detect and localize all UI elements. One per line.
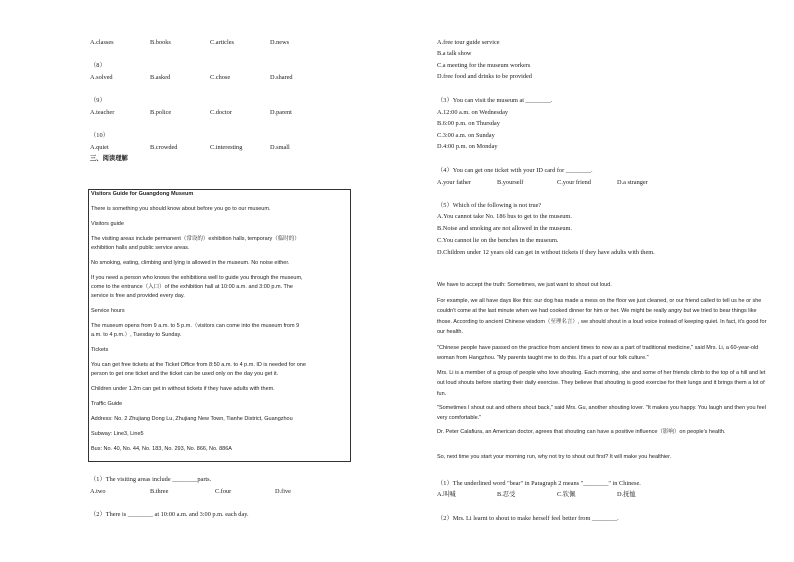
q2-option-b[interactable]: B.a talk show (437, 50, 472, 57)
passage-paragraph-1: We have to accept the truth: Sometimes, we just want to shout out loud. (437, 282, 612, 288)
guide-line: You can get free tickets at the Ticket Office from 8:50 a.m. to 4 p.m. ID is needed for one (91, 362, 306, 368)
option-a[interactable]: A.叫喊 (437, 491, 456, 498)
q5-option-c[interactable]: C.You cannot lie on the benches in the museum. (437, 237, 559, 244)
q2-option-c[interactable]: C.a meeting for the museum workers (437, 62, 531, 69)
guide-line: service is free and provided every day. (91, 293, 185, 299)
option-b[interactable]: B.yourself (497, 179, 524, 186)
option-a[interactable]: A.two (90, 488, 106, 495)
option-b[interactable]: B.crowded (150, 144, 178, 151)
question-3-stem: （3）You can visit the museum at ________. (437, 97, 553, 104)
option-d[interactable]: D.抚恤 (617, 491, 636, 498)
question-1-stem: （1）The visiting areas include ________parts. (90, 476, 212, 483)
option-c[interactable]: C.doctor (210, 109, 232, 116)
option-d[interactable]: D.a stranger (617, 179, 648, 186)
q3-option-d[interactable]: D.4:00 p.m. on Monday (437, 143, 498, 150)
passage-paragraph-4: Mrs. Li is a member of a group of people who love shouting. Each morning, she and some of her friends climb to the top of a hill and let out loud shouts before starting their daily exercise. They believe that shouting is good exercise for their lungs and it brings them a lot of fun. (437, 370, 766, 397)
option-c[interactable]: C.four (215, 488, 232, 495)
option-a[interactable]: A.your father (437, 179, 471, 186)
option-b[interactable]: B.three (150, 488, 169, 495)
option-c[interactable]: C.chose (210, 74, 231, 81)
guide-line: The visiting areas include permanent（常设的）exhibition halls, temporary（临时的） (91, 236, 300, 242)
guide-line: Address: No. 2 Zhujiang Dong Lu, Zhujiang New Town, Tianhe District, Guangzhou (91, 416, 293, 422)
q5-option-d[interactable]: D.Children under 12 years old can get in without tickets if they have adults with them. (437, 249, 655, 256)
q3-option-c[interactable]: C.3:00 a.m. on Sunday (437, 132, 495, 139)
guide-line: No smoking, eating, climbing and lying is allowed in the museum. No noise either. (91, 260, 290, 266)
option-c[interactable]: C.钦佩 (557, 491, 576, 498)
option-a[interactable]: A.solved (90, 74, 113, 81)
guide-line: If you need a person who knows the exhibitions well to guide you through the museum, (91, 275, 303, 281)
option-a[interactable]: A.classes (90, 39, 114, 46)
option-b[interactable]: B.asked (150, 74, 171, 81)
museum-guide-box (88, 189, 351, 462)
option-d[interactable]: D.news (270, 39, 290, 46)
question-4-stem: （4）You can get one ticket with your ID card for ________. (437, 167, 593, 174)
passage-paragraph-2: For example, we all have days like this: our dog has made a mess on the floor we just cleaned, or our friend called to tell us he or she couldn't come at the last minute when we had cooked dinner for him or her. We might be really angry but we tried to bear things like those. According to ancient Chinese wisdom（至理名言）, we should shout in a loud voice instead of keeping quiet. In fact, it's good for our health. (437, 298, 767, 336)
passage-paragraph-5: "Sometimes I shout out and others shout back," said Mrs. Gu, another shouting lover. "It makes you happy. You laugh and then you feel very comfortable." (437, 405, 766, 422)
q2-option-d[interactable]: D.free food and drinks to be provided (437, 73, 532, 80)
guide-heading: Service hours (91, 308, 125, 314)
question-number-8: （8） (90, 62, 106, 69)
q3-option-b[interactable]: B.6:00 p.m. on Thursday (437, 120, 500, 127)
option-c[interactable]: C.articles (210, 39, 234, 46)
guide-line: person to get one ticket and the ticket can be used only on the day you get it. (91, 371, 279, 377)
option-a[interactable]: A.teacher (90, 109, 115, 116)
guide-line: Bus: No. 40, No. 44, No. 183, No. 293, No. 866, No. 886A (91, 446, 232, 452)
q5-option-b[interactable]: B.Noise and smoking are not allowed in the museum. (437, 225, 573, 232)
guide-line: Children under 1.2m can get in without tickets if they have adults with them. (91, 386, 275, 392)
question-2-stem: （2）There is ________ at 10:00 a.m. and 3:00 p.m. each day. (90, 511, 249, 518)
option-c[interactable]: C.interesting (210, 144, 243, 151)
question-number-10: （10） (90, 132, 109, 139)
guide-line: Subway: Line3, Line5 (91, 431, 144, 437)
option-c[interactable]: C.your friend (557, 179, 591, 186)
guide-title: Visitors Guide for Guangdong Museum (91, 191, 194, 197)
question-2b-stem: （2）Mrs. Li learnt to shout to make herself feel better from ________. (437, 515, 619, 522)
question-1b-stem: （1）The underlined word "bear" in Paragraph 2 means "________" in Chinese. (437, 480, 641, 487)
option-d[interactable]: D.parent (270, 109, 292, 116)
passage-paragraph-6: Dr. Peter Calafiura, an American doctor, agrees that shouting can have a positive influence（影响）on people's health. (437, 429, 726, 435)
option-a[interactable]: A.quiet (90, 144, 109, 151)
question-5-stem: （5）Which of the following is not true? (437, 202, 542, 209)
option-b[interactable]: B.忍受 (497, 491, 516, 498)
guide-heading: Visitors guide (91, 221, 124, 227)
guide-line: a.m. to 4 p.m.）, Tuesday to Sunday. (91, 332, 182, 338)
question-number-9: （9） (90, 97, 106, 104)
guide-line: The museum opens from 9 a.m. to 5 p.m.（visitors can come into the museum from 9 (91, 323, 300, 329)
option-b[interactable]: B.police (150, 109, 172, 116)
q5-option-a[interactable]: A.You cannot take No. 186 bus to get to the museum. (437, 213, 572, 220)
guide-line: come to the entrance（入口）of the exhibition hall at 10:00 a.m. and 3:00 p.m. The (91, 284, 293, 290)
guide-heading: Tickets (91, 347, 109, 353)
q3-option-a[interactable]: A.12:00 a.m. on Wednesday (437, 109, 509, 116)
option-d[interactable]: D.small (270, 144, 290, 151)
option-b[interactable]: B.books (150, 39, 171, 46)
option-d[interactable]: D.shared (270, 74, 293, 81)
q2-option-a[interactable]: A.free tour guide service (437, 39, 500, 46)
guide-line: exhibition halls and public service areas. (91, 245, 190, 251)
section-title: 三、阅读理解 (90, 155, 128, 162)
guide-heading: Traffic Guide (91, 401, 123, 407)
option-d[interactable]: D.five (275, 488, 291, 495)
guide-line: There is something you should know about before you go to our museum. (91, 206, 271, 212)
passage-paragraph-3: "Chinese people have passed on the practice from ancient times to now as a part of traditional medicine," said Mrs. Li, a 60-year-old woman from Hangzhou. "My parents taught me to do this. It's a part of our folk culture." (437, 345, 759, 362)
passage-paragraph-7: So, next time you start your morning run, why not try to shout out first? It will make you healthier. (437, 454, 672, 460)
